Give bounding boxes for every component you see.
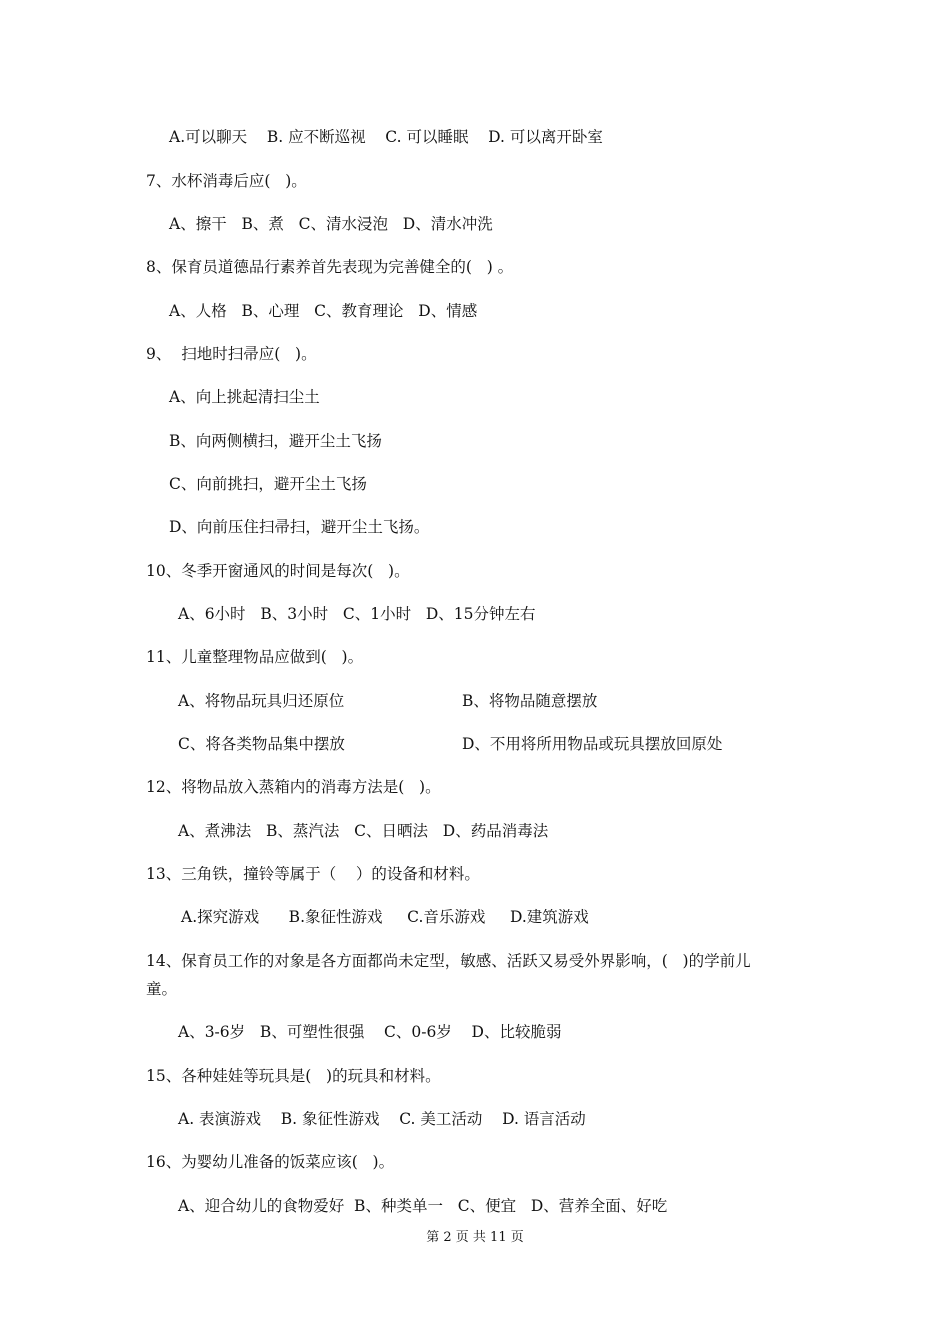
- question-8-options: A、人格 B、心理 C、教育理论 D、情感: [169, 302, 478, 320]
- question-10-options: A、6小时 B、3小时 C、1小时 D、15分钟左右: [178, 605, 536, 623]
- question-14-options: A、3-6岁 B、可塑性很强 C、0-6岁 D、比较脆弱: [178, 1023, 562, 1041]
- question-11-option-c: C、将各类物品集中摆放: [178, 735, 345, 753]
- question-16: 16、为婴幼儿准备的饭菜应该( )。: [146, 1153, 395, 1171]
- question-11: 11、儿童整理物品应做到( )。: [146, 648, 364, 666]
- question-12-options: A、煮沸法 B、蒸汽法 C、日晒法 D、药品消毒法: [178, 822, 549, 840]
- question-13: 13、三角铁，撞铃等属于（ ）的设备和材料。: [146, 865, 480, 883]
- question-9-option-a: A、向上挑起清扫尘土: [169, 388, 320, 406]
- question-12: 12、将物品放入蒸箱内的消毒方法是( )。: [146, 778, 441, 796]
- question-9-option-c: C、向前挑扫，避开尘土飞扬: [169, 475, 367, 493]
- question-13-options: A.探究游戏 B.象征性游戏 C.音乐游戏 D.建筑游戏: [181, 908, 589, 926]
- question-7-options: A、擦干 B、煮 C、清水浸泡 D、清水冲洗: [169, 215, 493, 233]
- question-15-options: A. 表演游戏 B. 象征性游戏 C. 美工活动 D. 语言活动: [178, 1110, 586, 1128]
- question-11-option-b: B、将物品随意摆放: [462, 692, 598, 710]
- question-11-option-d: D、不用将所用物品或玩具摆放回原处: [462, 735, 723, 753]
- question-14-continued: 童。: [146, 980, 178, 998]
- question-11-option-a: A、将物品玩具归还原位: [178, 692, 345, 710]
- question-6-options: A.可以聊天 B. 应不断巡视 C. 可以睡眠 D. 可以离开卧室: [169, 128, 603, 146]
- question-7: 7、水杯消毒后应( )。: [146, 172, 307, 190]
- question-9: 9、 扫地时扫帚应( )。: [146, 345, 317, 363]
- page-footer: 第 2 页 共 11 页: [426, 1230, 524, 1245]
- question-10: 10、冬季开窗通风的时间是每次( )。: [146, 562, 410, 580]
- question-9-option-d: D、向前压住扫帚扫，避开尘土飞扬。: [169, 518, 430, 536]
- question-16-options: A、迎合幼儿的食物爱好 B、种类单一 C、便宜 D、营养全面、好吃: [178, 1197, 668, 1215]
- question-9-option-b: B、向两侧横扫，避开尘土飞扬: [169, 432, 382, 450]
- question-15: 15、各种娃娃等玩具是( )的玩具和材料。: [146, 1067, 441, 1085]
- question-8: 8、保育员道德品行素养首先表现为完善健全的( ) 。: [146, 258, 514, 276]
- question-14: 14、保育员工作的对象是各方面都尚未定型，敏感、活跃又易受外界影响，( )的学前儿: [146, 952, 751, 970]
